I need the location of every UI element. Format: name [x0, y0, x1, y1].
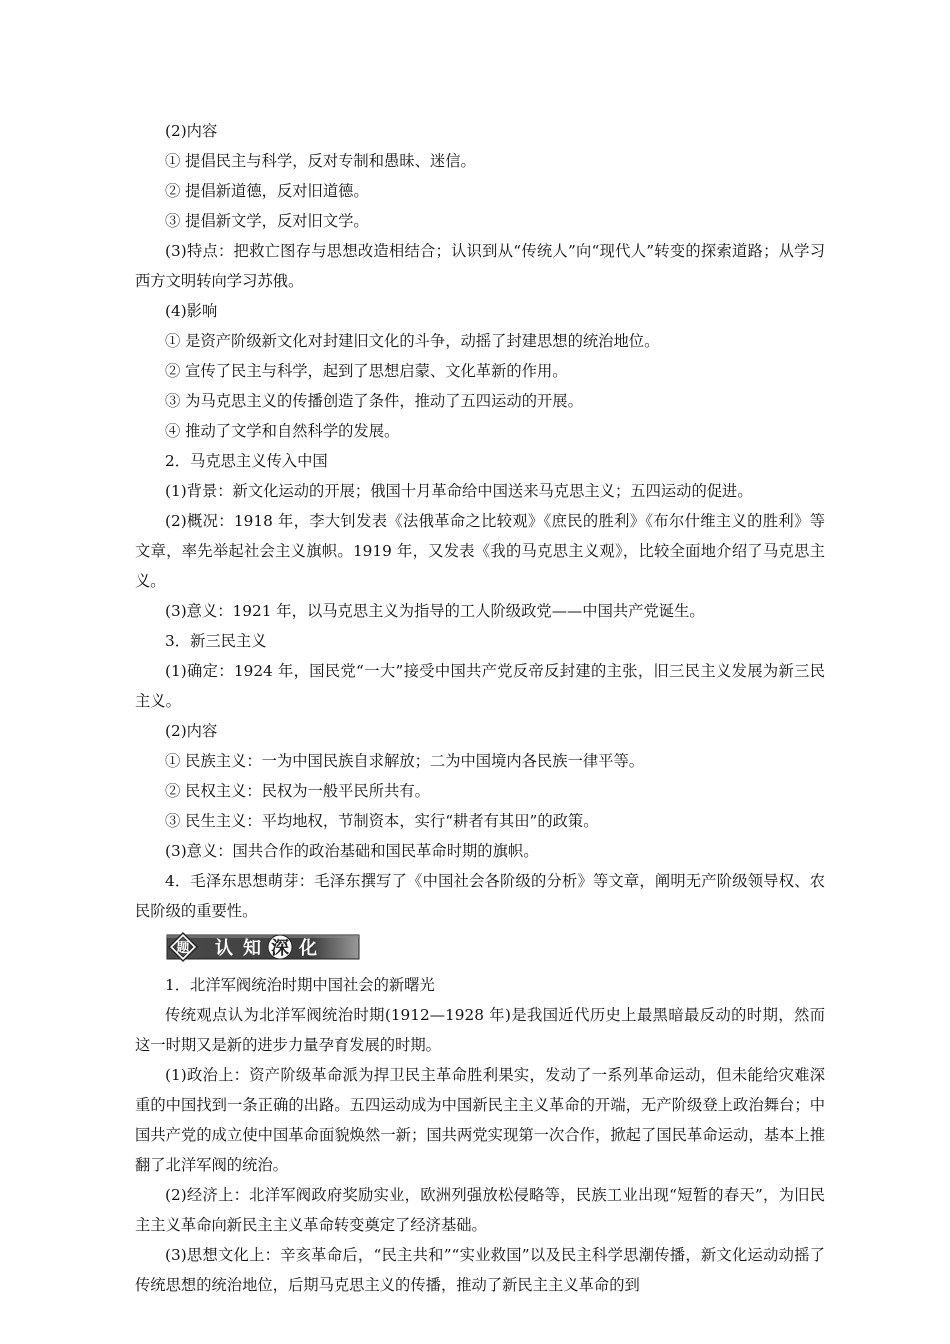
paragraph-intro: 传统观点认为北洋军阀统治时期(1912—1928 年)是我国近代历史上最黑暗最反动的时期，然而这一时期又是新的进步力量孕育发展的时期。 — [135, 1006, 825, 1054]
banner-graphic — [165, 932, 361, 962]
text-line: ③ 提倡新文学，反对旧文学。 — [165, 212, 369, 230]
banner-char: 化 — [299, 938, 317, 959]
paragraph-culture: (3)思想文化上：辛亥革命后，“民主共和”“实业救国”以及民主科学思潮传播，新文化运动动摇了传统思想的统治地位，后期马克思主义的传播，推动了新民主主义革命的到 — [135, 1246, 825, 1294]
text-line: (3)意义：国共合作的政治基础和国民革命时期的旗帜。 — [165, 842, 539, 860]
text-line: ② 提倡新道德，反对旧道德。 — [165, 182, 369, 200]
text-line: ② 宣传了民主与科学，起到了思想启蒙、文化革新的作用。 — [165, 362, 568, 380]
section-banner — [135, 928, 825, 970]
document-page — [135, 116, 825, 1300]
banner-char: 认 — [215, 938, 233, 959]
text-line: ④ 推动了文学和自然科学的发展。 — [165, 422, 400, 440]
banner-icon-char: 题 — [176, 940, 190, 955]
text-line: (2)内容 — [165, 722, 218, 740]
text-line: ② 民权主义：民权为一般平民所共有。 — [165, 782, 430, 800]
paragraph-significance: (3)意义：1921 年，以马克思主义为指导的工人阶级政党——中国共产党诞生。 — [165, 602, 705, 620]
text-line: ① 民族主义：一为中国民族自求解放；二为中国境内各民族一律平等。 — [165, 752, 645, 770]
paragraph-mao: 4．毛泽东思想萌芽：毛泽东撰写了《中国社会各阶级的分析》等文章，阐明无产阶级领导权、农民阶级的重要性。 — [135, 872, 825, 920]
text-line: (2)内容 — [165, 122, 218, 140]
section-heading: 2．马克思主义传入中国 — [165, 452, 328, 470]
text-line: ③ 民生主义：平均地权，节制资本，实行“耕者有其田”的政策。 — [165, 812, 599, 830]
paragraph-overview: (2)概况：1918 年，李大钊发表《法俄革命之比较观》《庶民的胜利》《布尔什维主义的胜利》等文章，率先举起社会主义旗帜。1919 年，又发表《我的马克思主义观》，比较全面地介绍了马克思主义。 — [135, 512, 825, 590]
text-line: ③ 为马克思主义的传播创造了条件，推动了五四运动的开展。 — [165, 392, 583, 410]
text-line: ① 提倡民主与科学，反对专制和愚昧、迷信。 — [165, 152, 476, 170]
section-heading: 1．北洋军阀统治时期中国社会的新曙光 — [165, 976, 435, 994]
paragraph-features: (3)特点：把救亡图存与思想改造相结合；认识到从“传统人”向“现代人”转变的探索道路；从学习西方文明转向学习苏俄。 — [135, 242, 825, 290]
paragraph-background: (1)背景：新文化运动的开展；俄国十月革命给中国送来马克思主义；五四运动的促进。 — [165, 482, 753, 500]
paragraph-confirm: (1)确定：1924 年，国民党“一大”接受中国共产党反帝反封建的主张，旧三民主义发展为新三民主义。 — [135, 662, 825, 710]
paragraph-economy: (2)经济上：北洋军阀政府奖励实业，欧洲列强放松侵略等，民族工业出现“短暂的春天”，为旧民主主义革命向新民主主义革命转变奠定了经济基础。 — [135, 1186, 825, 1234]
banner-char: 知 — [243, 938, 261, 959]
text-line: ① 是资产阶级新文化对封建旧文化的斗争，动摇了封建思想的统治地位。 — [165, 332, 660, 350]
banner-char: 深 — [271, 938, 289, 959]
text-line: (4)影响 — [165, 302, 218, 320]
paragraph-politics: (1)政治上：资产阶级革命派为捍卫民主革命胜利果实，发动了一系列革命运动，但未能给灾难深重的中国找到一条正确的出路。五四运动成为中国新民主主义革命的开端，无产阶级登上政治舞台；中国共产党的成立使中国革命面貌焕然一新；国共两党实现第一次合作，掀起了国民革命运动，基本上推翻了北洋军阀的统治。 — [135, 1066, 825, 1174]
section-heading: 3．新三民主义 — [165, 632, 267, 650]
